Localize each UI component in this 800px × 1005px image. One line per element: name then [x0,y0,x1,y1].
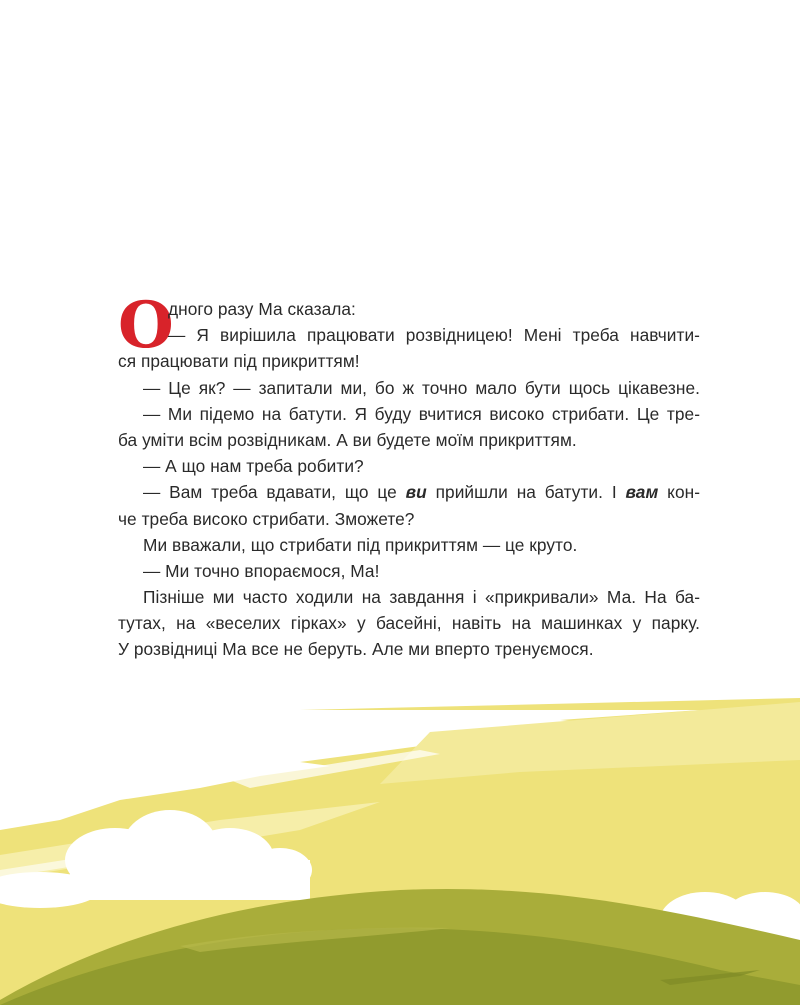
emphasis-word: ви [405,482,427,503]
story-line: ся працювати під прикриттям! [118,351,360,372]
story-line: — Це як? — запитали ми, бо ж точно мало бути щось цікавезне. [143,377,700,398]
story-line-emphasis [118,479,700,505]
story-line: Пізніше ми часто ходили на завдання і «прикривали» Ма. На ба- [143,587,700,608]
story-line: — А що нам треба робити? [143,456,364,477]
story-fragment: прийшли на батути. І [426,482,626,503]
story-line: ба уміти всім розвідникам. А ви будете моїм прикриттям. [118,429,577,450]
story-line: У розвідниці Ма все не беруть. Але ми вперто тренуємося. [118,639,594,660]
story-line: — Ми точно впораємося, Ма! [143,560,380,581]
story-line: че треба високо стрибати. Зможете? [118,508,415,529]
story-line: Ми вважали, що стрибати під прикриттям — це круто. [143,534,578,555]
dropcap-letter: О [118,288,174,363]
story-line: — Я вирішила працювати розвідницею! Мені треба навчити- [168,325,700,346]
story-fragment: кон- [658,482,701,503]
story-fragment: — Вам треба вдавати, що це [143,482,406,503]
landscape-hills-clouds-icon [0,680,800,1005]
story-line: тутах, на «веселих гірках» у басейні, навіть на машинках у парку. [118,613,700,634]
story-line: дного разу Ма сказала: [168,299,356,319]
story-text [118,288,701,663]
emphasis-word: вам [625,482,659,503]
story-line: — Ми підемо на батути. Я буду вчитися високо стрибати. Це тре- [143,403,700,424]
